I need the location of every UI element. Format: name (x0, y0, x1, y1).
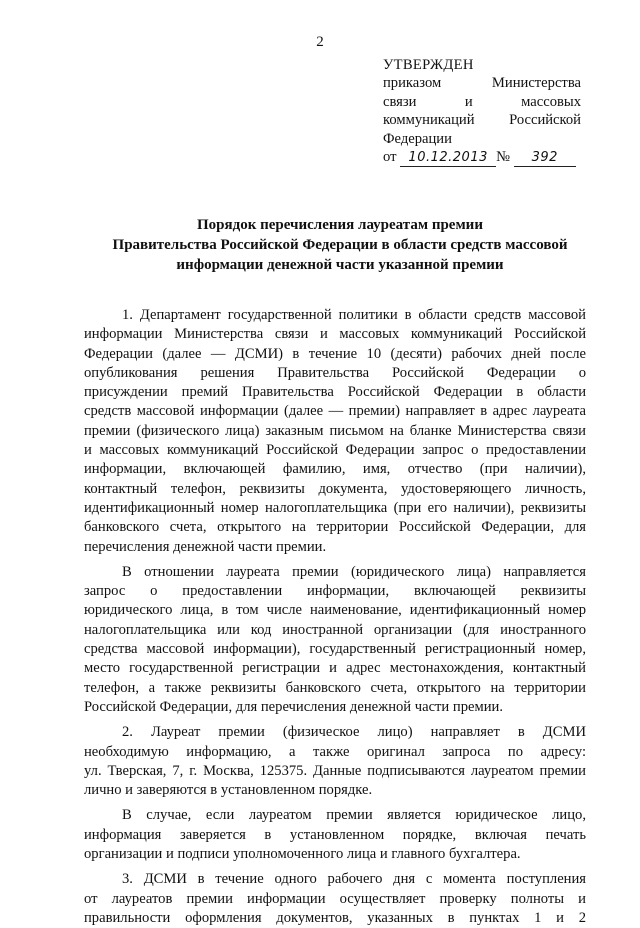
approval-line-1: приказом Министерства (383, 75, 581, 92)
text-line: Российской Федерации, для перечисления денежной части премии. (84, 698, 503, 715)
page-number: 2 (316, 34, 324, 50)
text-line: запрос о предоставлении информации, включающей реквизиты (84, 583, 586, 600)
paragraph-2 (84, 563, 586, 717)
paragraph-1 (84, 306, 586, 557)
paragraph-3 (84, 723, 586, 800)
text-line: контактный телефон, реквизиты документа, удостоверяющего личность, (84, 480, 586, 497)
text-line: и массовых коммуникаций Российской Федерации запрос о предоставлении (84, 442, 586, 459)
text-line: премии (физического лица) заказным письмом на бланке Министерства связи (84, 422, 586, 439)
text-line: телефон, а также реквизиты банковского счета, открытого на территории (84, 679, 586, 696)
number-sign: № (496, 148, 511, 165)
text-line: правильности оформления документов, указанных в пунктах 1 и 2 (84, 909, 586, 926)
text-line: лично и заверяются в установленном порядке. (84, 782, 373, 799)
text-line: место государственной регистрации и адрес местонахождения, контактный (84, 660, 586, 677)
text-line: присуждении премий Правительства Российской Федерации в области (84, 384, 586, 401)
document-heading (90, 215, 590, 275)
heading-line-2: Правительства Российской Федерации в области средств массовой (112, 237, 568, 253)
paragraph-5 (84, 870, 586, 928)
document-body (84, 306, 586, 928)
text-line: средства массовой информации), государственный регистрационный номер, (84, 641, 586, 658)
text-line: В отношении лауреата премии (юридического лица) направляется (122, 563, 586, 580)
text-line: средств массовой информации (далее — премии) направляет в адрес лауреата (84, 403, 586, 420)
text-line: налогоплательщика или код иностранной организации (для иностранного (84, 621, 586, 638)
paragraph-4 (84, 806, 586, 864)
text-line: банковского счета, открытого на территории Российской Федерации, для (84, 519, 586, 536)
text-line: ул. Тверская, 7, г. Москва, 125375. Данные подписываются лауреатом премии (84, 762, 586, 779)
text-line: от лауреатов премии информации осуществляет проверку полноты и (84, 890, 586, 907)
text-line: перечисления денежной части премии. (84, 538, 327, 555)
text-line: идентификационный номер налогоплательщика (при его наличии), реквизиты (84, 499, 586, 516)
heading-line-1: Порядок перечисления лауреатам премии (197, 217, 483, 233)
handwritten-number: 392 (514, 150, 576, 167)
approval-line-2: связи и массовых (383, 93, 581, 110)
heading-line-3: информации денежной части указанной премии (176, 257, 504, 273)
text-line: организации и подписи уполномоченного лица и главного бухгалтера. (84, 846, 521, 863)
text-line: В случае, если лауреатом премии является юридическое лицо, (122, 807, 586, 824)
text-line: 1. Департамент государственной политики в области средств массовой (122, 307, 586, 323)
text-line: Федерации (далее — ДСМИ) в течение 10 (десяти) рабочих дней после (84, 345, 586, 362)
text-line: необходимую информацию, а также оригинал запроса по адресу: (84, 743, 586, 760)
text-line: информация заверяется в установленном порядке, включая печать (84, 826, 586, 843)
text-line: 2. Лауреат премии (физическое лицо) направляет в ДСМИ (122, 724, 586, 741)
handwritten-date: 10.12.2013 (400, 150, 496, 167)
approval-date-line (383, 148, 581, 166)
approval-line-3: коммуникаций Российской (383, 112, 581, 129)
date-prefix: от (383, 148, 397, 165)
text-line: юридического лица, в том числе наименование, идентификационный номер (84, 602, 586, 619)
text-line: информации, включающей фамилию, имя, отчество (при наличии), (84, 461, 586, 478)
text-line: опубликования решения Правительства Российской Федерации о (84, 364, 586, 381)
approval-title: УТВЕРЖДЕН (383, 57, 474, 73)
text-line: информации Министерства связи и массовых коммуникаций Российской (84, 326, 586, 343)
approval-block (383, 56, 581, 166)
text-line: 3. ДСМИ в течение одного рабочего дня с момента поступления (122, 871, 586, 888)
approval-line-4: Федерации (383, 130, 452, 147)
